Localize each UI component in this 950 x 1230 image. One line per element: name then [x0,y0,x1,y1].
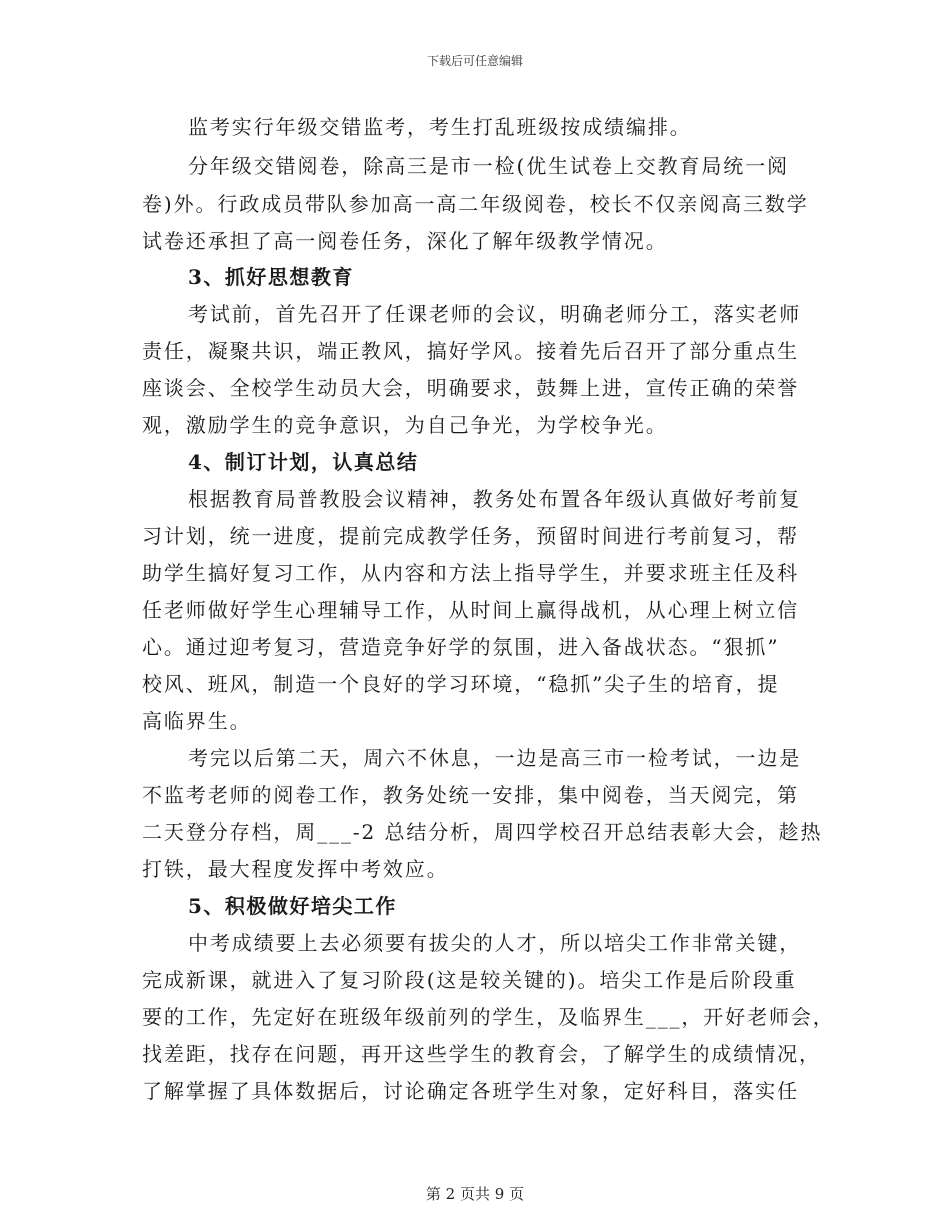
paragraph-line: 观，激励学生的竞争意识，为自己争光，为学校争光。 [142,413,668,437]
paragraph-line: 考试前，首先召开了任课老师的会议，明确老师分工，落实老师 [188,302,802,326]
paragraph-line: 监考实行年级交错监考，考生打乱班级按成绩编排。 [188,115,692,139]
paragraph-line: 找差距，找存在问题，再开这些学生的教育会，了解学生的成绩情况， [142,1042,821,1066]
paragraph-line: 座谈会、全校学生动员大会，明确要求，鼓舞上进，宣传正确的荣誉 [142,376,799,400]
paragraph-line: 根据教育局普教股会议精神，教务处布置各年级认真做好考前复 [188,487,802,511]
paragraph-line: 高临界生。 [142,709,252,733]
section-heading: 4、制订计划，认真总结 [188,450,419,474]
page-footer: 第 2 页共 9 页 [425,1185,525,1203]
paragraph-line: 考完以后第二天，周六不休息，一边是高三市一检考试，一边是 [188,746,802,770]
paragraph-line: 要的工作，先定好在班级年级前列的学生，及临界生___，开好老师会， [142,1005,835,1029]
section-heading: 5、积极做好培尖工作 [188,894,397,918]
section-heading: 3、抓好思想教育 [188,265,354,289]
paragraph-line: 助学生搞好复习工作，从内容和方法上指导学生，并要求班主任及科 [142,561,799,585]
paragraph-line: 分年级交错阅卷，除高三是市一检(优生试卷上交教育局统一阅 [188,154,790,178]
paragraph-line: 校风、班风，制造一个良好的学习环境，“稳抓”尖子生的培育，提 [142,672,780,696]
paragraph-line: 了解掌握了具体数据后，讨论确定各班学生对象，定好科目，落实任 [142,1079,799,1103]
paragraph-line: 二天登分存档，周___-2 总结分析，周四学校召开总结表彰大会，趁热 [142,820,823,844]
paragraph-line: 卷)外。行政成员带队参加高一高二年级阅卷，校长不仅亲阅高三数学 [142,192,809,216]
paragraph-line: 任老师做好学生心理辅导工作，从时间上赢得战机，从心理上树立信 [142,598,799,622]
paragraph-line: 中考成绩要上去必须要有拔尖的人才，所以培尖工作非常关键， [188,931,802,955]
paragraph-line: 试卷还承担了高一阅卷任务，深化了解年级教学情况。 [142,229,668,253]
paragraph-line: 不监考老师的阅卷工作，教务处统一安排，集中阅卷，当天阅完，第 [142,783,799,807]
paragraph-line: 习计划，统一进度，提前完成教学任务，预留时间进行考前复习，帮 [142,524,799,548]
paragraph-line: 心。通过迎考复习，营造竞争好学的氛围，进入备战状态。“狠抓” [142,635,780,659]
paragraph-line: 完成新课，就进入了复习阶段(这是较关键的)。培尖工作是后阶段重 [142,968,797,992]
page-header: 下载后可任意编辑 [426,54,523,68]
paragraph-line: 打铁，最大程度发挥中考效应。 [142,857,449,881]
paragraph-line: 责任，凝聚共识，端正教风，搞好学风。接着先后召开了部分重点生 [142,339,799,363]
